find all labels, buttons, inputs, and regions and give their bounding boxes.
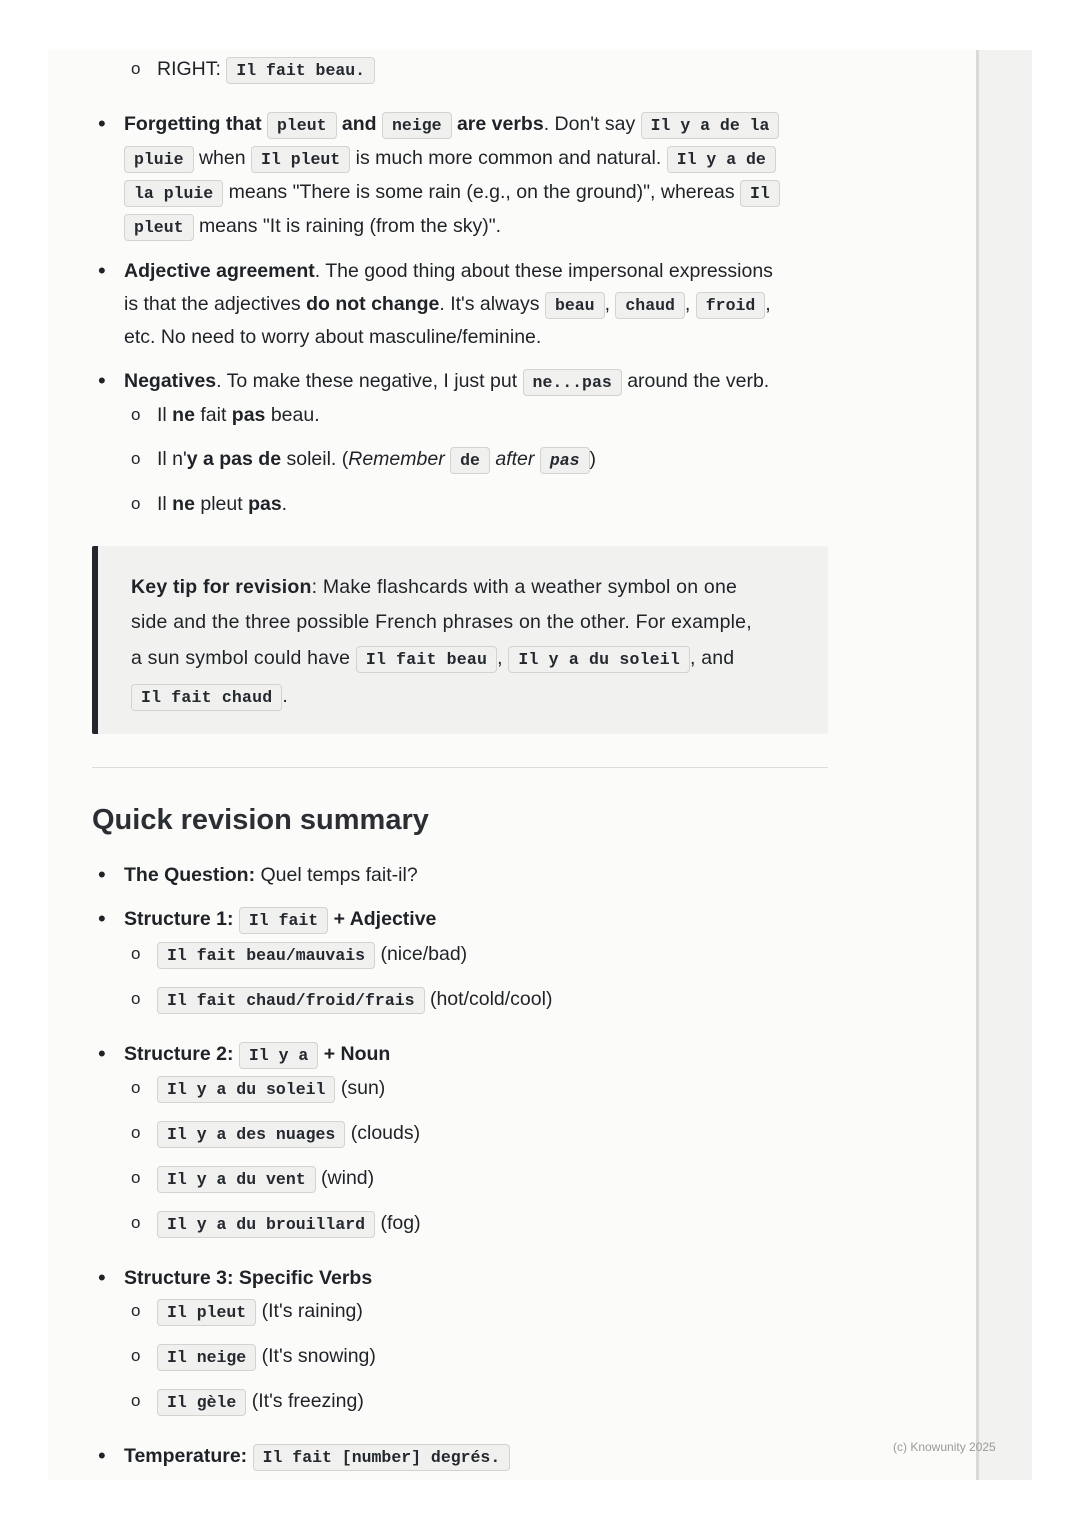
copyright-credit: (c) Knowunity 2025 — [893, 1440, 996, 1454]
structure-2: Structure 2: Il y a + Noun — [124, 1037, 390, 1073]
forgetting-line-3 — [124, 175, 780, 211]
code-snippet: Il fait beau — [356, 646, 497, 673]
bold-text: Negatives — [124, 370, 217, 392]
bullet-marker: • — [98, 1041, 106, 1066]
body-text: . Don't say — [543, 113, 636, 135]
code-snippet: Il y a du vent — [157, 1166, 316, 1193]
sub-bullet-marker: o — [131, 1123, 141, 1142]
code-snippet: Il y a — [239, 1042, 318, 1069]
code-snippet: neige — [382, 112, 452, 139]
code-snippet: pleut — [267, 112, 337, 139]
summary-question: The Question: Quel temps fait-il? — [124, 864, 418, 886]
structure-1-item: Il fait chaud/froid/frais (hot/cold/cool) — [157, 982, 552, 1018]
bold-text: are verbs — [456, 113, 544, 135]
adjective-line-1 — [124, 254, 773, 288]
bold-text: Forgetting that — [124, 113, 262, 135]
section-heading: Quick revision summary — [92, 804, 429, 836]
code-snippet: Il y a du soleil — [508, 646, 690, 673]
code-snippet: Il fait beau. — [226, 57, 375, 84]
negative-example-3: Il ne pleut pas. — [157, 493, 288, 515]
body-text: etc. No need to worry about masculine/feminine. — [124, 326, 542, 348]
code-snippet: pluie — [124, 146, 194, 173]
bold-text: do not change — [306, 293, 440, 315]
structure-3-item: Il pleut (It's raining) — [157, 1294, 363, 1330]
code-snippet: Il y a des nuages — [157, 1121, 345, 1148]
code-snippet: Il y a du brouillard — [157, 1211, 375, 1238]
code-snippet: froid — [696, 292, 766, 319]
sub-bullet-marker: o — [131, 944, 141, 963]
bullet-marker: • — [98, 906, 106, 931]
bullet-marker: • — [98, 111, 106, 136]
code-snippet: Il y a de — [667, 146, 776, 173]
code-snippet: Il y a de la — [641, 112, 780, 139]
body-text: is much more common and natural. — [355, 147, 662, 169]
section-divider — [92, 767, 828, 768]
sub-bullet-marker: o — [131, 1168, 141, 1187]
code-snippet: Il pleut — [251, 146, 350, 173]
structure-2-item: Il y a du soleil (sun) — [157, 1071, 385, 1107]
code-snippet: Il neige — [157, 1344, 256, 1371]
right-example — [157, 52, 375, 88]
body-text: . It's always — [439, 293, 540, 315]
code-snippet: la pluie — [124, 180, 223, 207]
body-text: means "There is some rain (e.g., on the ground)", whereas — [228, 181, 735, 203]
bullet-marker: • — [98, 368, 106, 393]
code-snippet: Il fait beau/mauvais — [157, 942, 375, 969]
body-text: . To make these negative, I just put — [216, 370, 518, 392]
negative-example-2: Il n'y a pas de soleil. (Remember de after pas ) — [157, 442, 596, 478]
forgetting-line-1 — [124, 107, 779, 143]
sub-bullet-marker: o — [131, 449, 141, 468]
tip-line-3: a sun symbol could have Il fait beau , Il y a du soleil , and — [131, 641, 734, 677]
tip-line-4: Il fait chaud . — [131, 679, 288, 715]
code-snippet: Il — [740, 180, 780, 207]
sub-bullet-marker: o — [131, 1301, 141, 1320]
sub-bullet-marker: o — [131, 59, 141, 78]
tip-line-2: side and the three possible French phrases on the other. For example, — [131, 611, 752, 633]
code-snippet: chaud — [615, 292, 685, 319]
structure-1: Structure 1: Il fait + Adjective — [124, 902, 436, 938]
right-label: RIGHT: — [157, 58, 221, 80]
code-snippet: Il y a du soleil — [157, 1076, 335, 1103]
bullet-marker: • — [98, 1443, 106, 1468]
sub-bullet-marker: o — [131, 1213, 141, 1232]
code-snippet: ne...pas — [523, 369, 622, 396]
bullet-marker: • — [98, 1265, 106, 1290]
sub-bullet-marker: o — [131, 494, 141, 513]
page-margin — [976, 50, 1032, 1480]
bullet-marker: • — [98, 258, 106, 283]
bold-text: Adjective agreement — [124, 260, 315, 282]
structure-2-item: Il y a du brouillard (fog) — [157, 1206, 421, 1242]
code-snippet: de — [450, 447, 490, 474]
structure-3-item: Il neige (It's snowing) — [157, 1339, 376, 1375]
bullet-marker: • — [98, 862, 106, 887]
forgetting-line-2 — [124, 141, 776, 177]
negatives-line — [124, 364, 769, 400]
structure-2-item: Il y a des nuages (clouds) — [157, 1116, 420, 1152]
structure-3: Structure 3: Specific Verbs — [124, 1267, 373, 1289]
structure-1-item: Il fait beau/mauvais (nice/bad) — [157, 937, 467, 973]
sub-bullet-marker: o — [131, 1078, 141, 1097]
body-text: when — [198, 147, 246, 169]
body-text: is that the adjectives — [124, 293, 301, 315]
forgetting-line-4 — [124, 209, 501, 245]
sub-bullet-marker: o — [131, 989, 141, 1008]
body-text: around the verb. — [627, 370, 770, 392]
sub-bullet-marker: o — [131, 1346, 141, 1365]
adjective-line-2: is that the adjectives do not change. It's always beau , chaud , froid , — [124, 287, 771, 323]
adjective-line-3 — [124, 320, 541, 354]
structure-3-item: Il gèle (It's freezing) — [157, 1384, 364, 1420]
code-snippet: Il fait chaud — [131, 684, 282, 711]
code-snippet: beau — [545, 292, 605, 319]
negative-example-1: Il ne fait pas beau. — [157, 404, 320, 426]
code-snippet: Il fait [number] degrés. — [253, 1444, 511, 1471]
temperature: Temperature: Il fait [number] degrés. — [124, 1439, 510, 1475]
sub-bullet-marker: o — [131, 405, 141, 424]
code-snippet: Il fait chaud/froid/frais — [157, 987, 425, 1014]
tip-line-1: Key tip for revision: Make flashcards with a weather symbol on one — [131, 576, 738, 598]
structure-2-item: Il y a du vent (wind) — [157, 1161, 374, 1197]
code-snippet: Il pleut — [157, 1299, 256, 1326]
code-snippet: pleut — [124, 214, 194, 241]
code-snippet: Il fait — [239, 907, 328, 934]
body-text: means "It is raining (from the sky)". — [198, 215, 502, 237]
body-text: . The good thing about these impersonal expressions — [314, 260, 773, 282]
sub-bullet-marker: o — [131, 1391, 141, 1410]
bold-text: and — [341, 113, 377, 135]
code-snippet: pas — [540, 447, 590, 474]
code-snippet: Il gèle — [157, 1389, 246, 1416]
